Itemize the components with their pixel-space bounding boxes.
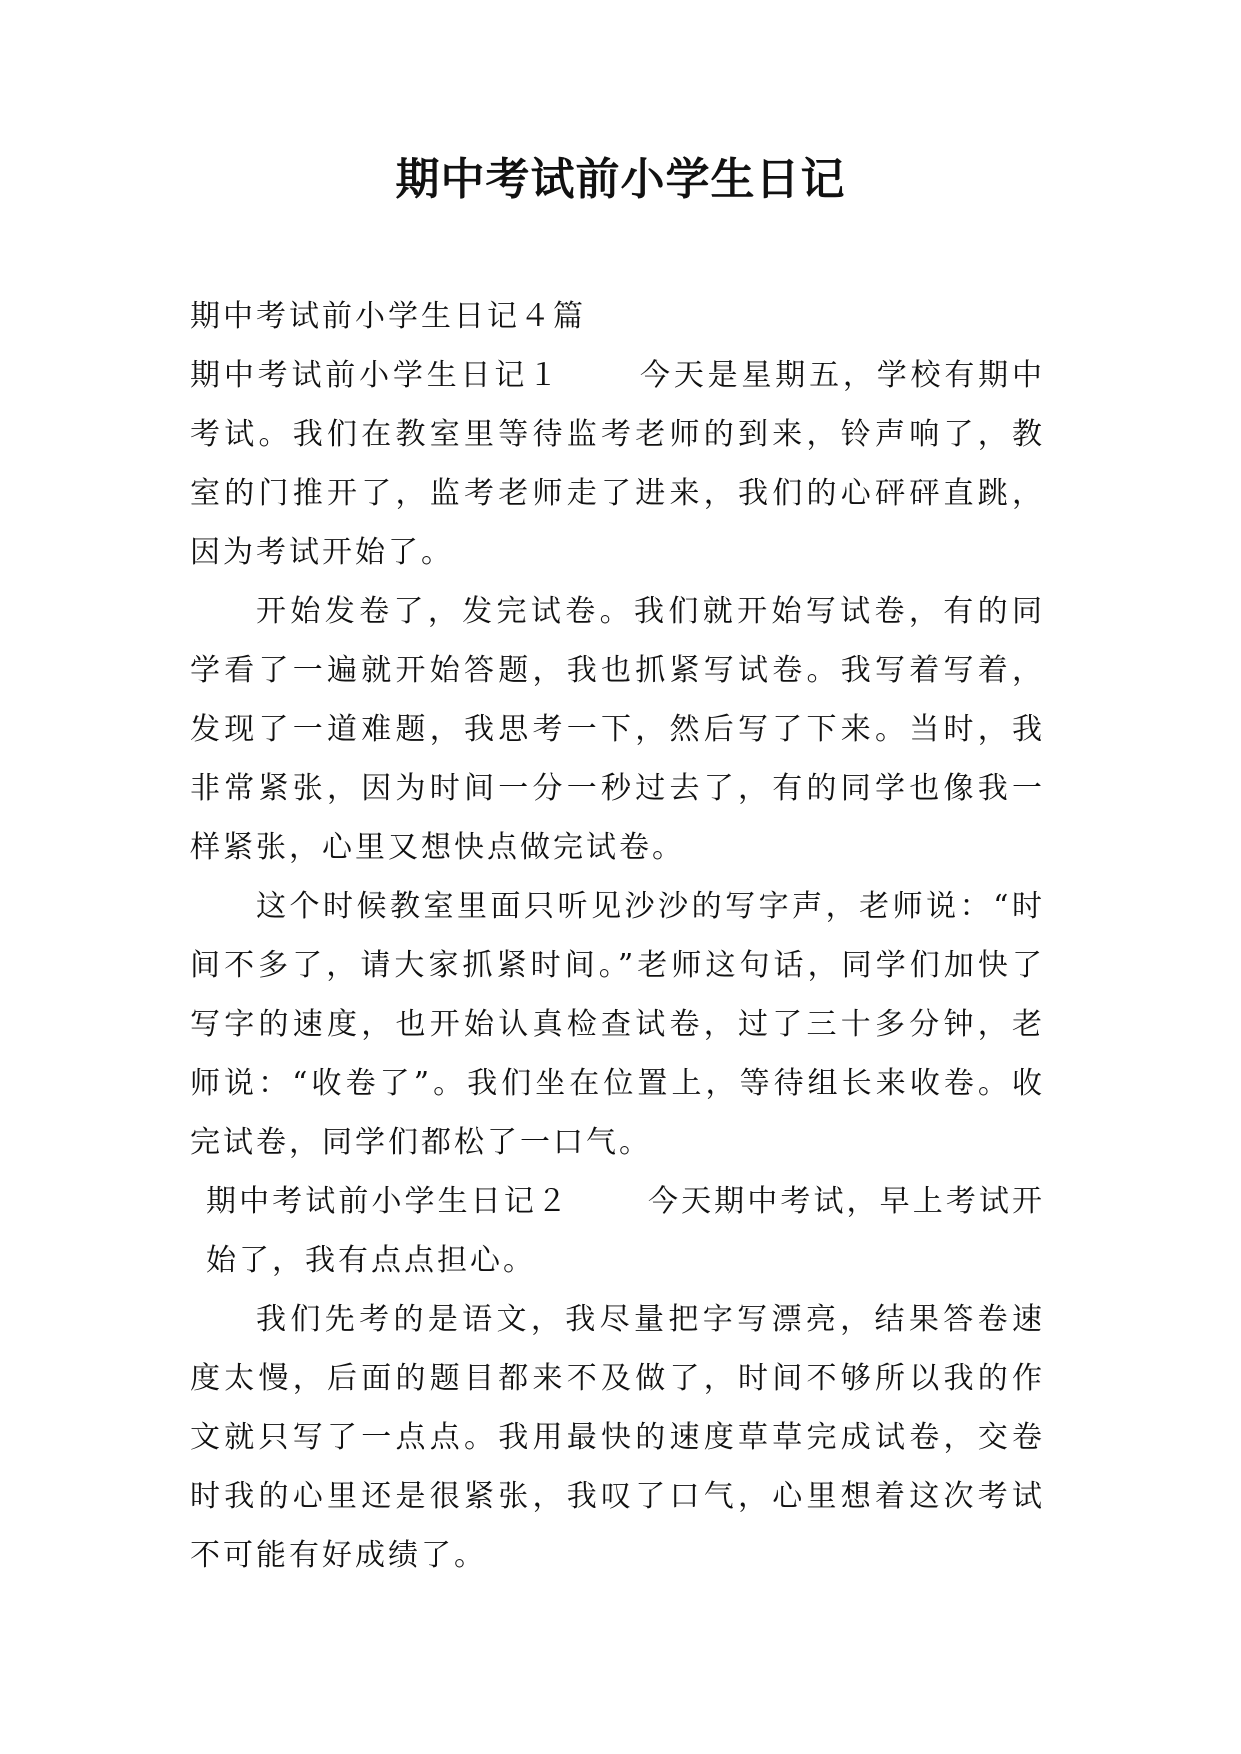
entry2-paragraph-1 xyxy=(190,1172,1045,1290)
entry1-heading: 期中考试前小学生日记１ xyxy=(190,358,562,393)
document-body xyxy=(190,287,1045,1585)
document-subtitle: 期中考试前小学生日记４篇 xyxy=(190,299,586,334)
document-title: 期中考试前小学生日记 xyxy=(395,154,846,205)
entry1-paragraph-2: 开始发卷了，发完试卷。我们就开始写试卷，有的同学看了一遍就开始答题，我也抓紧写试卷。我写着写着，发现了一道难题，我思考一下，然后写了下来。当时，我非常紧张，因为时间一分一秒过去了，有的同学也像我一样紧张，心里又想快点做完试卷。 xyxy=(190,594,1045,865)
entry1-paragraph-3: 这个时候教室里面只听见沙沙的写字声，老师说：“时间不多了，请大家抓紧时间。”老师这句话，同学们加快了写字的速度，也开始认真检查试卷，过了三十多分钟，老师说：“收卷了”。我们坐在位置上，等待组长来收卷。收完试卷，同学们都松了一口气。 xyxy=(190,889,1045,1160)
entry1-paragraph-1 xyxy=(190,346,1045,582)
entry2-paragraph-2: 我们先考的是语文，我尽量把字写漂亮，结果答卷速度太慢，后面的题目都来不及做了，时间不够所以我的作文就只写了一点点。我用最快的速度草草完成试卷，交卷时我的心里还是很紧张，我叹了口气，心里想着这次考试不可能有好成绩了。 xyxy=(190,1302,1045,1573)
entry1-para1-text: 今天是星期五，学校有期中考试。我们在教室里等待监考老师的到来，铃声响了，教室的门推开了，监考老师走了进来，我们的心砰砰直跳，因为考试开始了。 xyxy=(190,358,1045,570)
entry2-heading: 期中考试前小学生日记２ xyxy=(206,1184,570,1219)
entry2-para1-text: 今天期中考试，早上考试开始了，我有点点担心。 xyxy=(206,1184,1045,1278)
